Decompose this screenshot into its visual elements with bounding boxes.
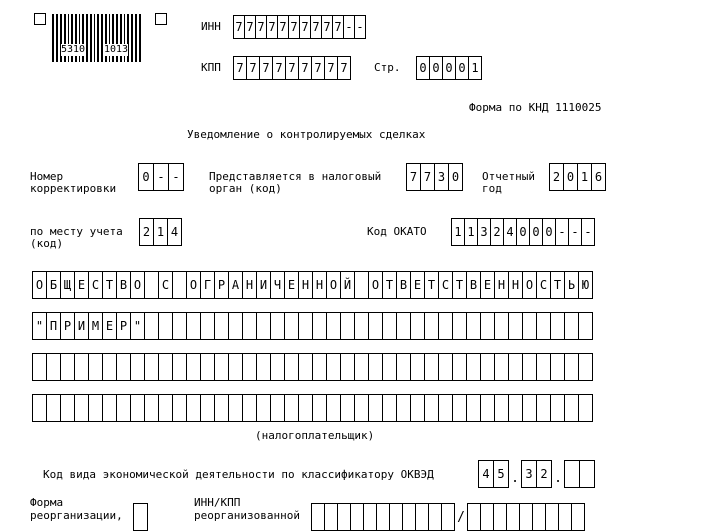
page-title: Уведомление о контролируемых сделках (187, 128, 426, 141)
form-cell[interactable] (424, 394, 439, 422)
form-cell[interactable] (340, 394, 355, 422)
form-cell[interactable] (298, 353, 313, 381)
reorg-cells (133, 503, 148, 531)
reorg-separator: / (457, 510, 465, 525)
form-cell[interactable] (32, 353, 47, 381)
form-cell[interactable]: 7 (244, 15, 256, 39)
form-cell[interactable] (382, 312, 397, 340)
okved-group-3 (564, 460, 595, 488)
okved-dot-1: . (511, 471, 519, 486)
form-cell[interactable]: 7 (277, 15, 289, 39)
form-cell[interactable]: 4 (478, 460, 494, 488)
reorg-inn-label-2: реорганизованной (194, 509, 300, 522)
form-cell[interactable]: 1 (153, 218, 168, 246)
form-cell[interactable]: - (354, 15, 366, 39)
form-cell[interactable]: 7 (420, 163, 435, 191)
form-cell[interactable] (130, 353, 145, 381)
form-cell[interactable]: Н (242, 271, 257, 299)
form-cell[interactable] (312, 312, 327, 340)
corner-marker-top-right (155, 13, 167, 25)
form-cell[interactable] (228, 353, 243, 381)
form-cell[interactable] (88, 394, 103, 422)
form-cell[interactable]: " (32, 312, 47, 340)
form-cell[interactable]: С (536, 271, 551, 299)
tax-authority-label-1: Представляется в налоговый (209, 170, 382, 183)
form-cell[interactable]: 0 (442, 56, 456, 80)
form-cell[interactable]: - (168, 163, 184, 191)
report-year-label-1: Отчетный (482, 170, 535, 183)
form-cell[interactable]: Е (74, 271, 89, 299)
form-cell[interactable] (337, 503, 351, 531)
form-cell[interactable] (116, 394, 131, 422)
form-cell[interactable]: 7 (337, 56, 351, 80)
form-cell[interactable]: О (326, 271, 341, 299)
form-cell[interactable]: Ч (270, 271, 285, 299)
form-code: Форма по КНД 1110025 (469, 101, 602, 114)
form-cell[interactable] (536, 353, 551, 381)
form-cell[interactable]: О (522, 271, 537, 299)
form-cell[interactable]: О (32, 271, 47, 299)
form-cell[interactable] (200, 394, 215, 422)
form-cell[interactable]: Т (452, 271, 467, 299)
okved-dot-2: . (554, 471, 562, 486)
reorg-inn-kpp (311, 503, 585, 531)
form-cell[interactable]: С (88, 271, 103, 299)
form-cell[interactable] (508, 353, 523, 381)
form-cell[interactable] (256, 312, 271, 340)
form-cell[interactable] (46, 353, 61, 381)
form-cell[interactable] (158, 394, 173, 422)
form-cell[interactable]: Р (60, 312, 75, 340)
form-cell[interactable] (46, 394, 61, 422)
form-cell[interactable] (256, 353, 271, 381)
form-cell[interactable] (214, 312, 229, 340)
form-cell[interactable] (519, 503, 533, 531)
form-cell[interactable]: В (396, 271, 411, 299)
form-cell[interactable] (298, 394, 313, 422)
form-cell[interactable] (326, 353, 341, 381)
form-cell[interactable]: - (343, 15, 355, 39)
form-cell[interactable]: 7 (272, 56, 286, 80)
form-cell[interactable] (186, 312, 201, 340)
form-cell[interactable] (144, 394, 159, 422)
form-cell[interactable] (350, 503, 364, 531)
form-cell[interactable]: 2 (139, 218, 154, 246)
form-cell[interactable] (579, 460, 595, 488)
form-cell[interactable] (536, 394, 551, 422)
form-cell[interactable] (354, 312, 369, 340)
form-cell[interactable] (340, 353, 355, 381)
correction-cells (138, 163, 184, 191)
form-cell[interactable]: 2 (490, 218, 504, 246)
form-cell[interactable]: 7 (233, 56, 247, 80)
form-cell[interactable]: 7 (233, 15, 245, 39)
form-cell[interactable] (550, 312, 565, 340)
form-cell[interactable] (564, 353, 579, 381)
taxpayer-caption: (налогоплательщик) (255, 429, 375, 442)
form-cell[interactable]: 5 (493, 460, 509, 488)
form-cell[interactable]: 7 (299, 15, 311, 39)
kpp-cells (233, 56, 351, 80)
okato-cells (451, 218, 595, 246)
form-cell[interactable] (564, 394, 579, 422)
form-cell[interactable]: Е (284, 271, 299, 299)
form-cell[interactable] (102, 353, 117, 381)
form-cell[interactable] (480, 503, 494, 531)
form-cell[interactable] (311, 503, 325, 531)
form-cell[interactable]: О (368, 271, 383, 299)
form-cell[interactable]: 0 (138, 163, 154, 191)
form-cell[interactable] (424, 353, 439, 381)
taxpayer-row-3 (32, 353, 593, 381)
form-cell[interactable] (564, 460, 580, 488)
form-cell[interactable]: 0 (563, 163, 578, 191)
form-cell[interactable] (438, 394, 453, 422)
form-cell[interactable]: В (116, 271, 131, 299)
form-cell[interactable] (158, 353, 173, 381)
form-cell[interactable] (368, 353, 383, 381)
form-cell[interactable] (452, 353, 467, 381)
form-cell[interactable]: Т (550, 271, 565, 299)
form-cell[interactable] (466, 312, 481, 340)
form-cell[interactable] (133, 503, 148, 531)
form-cell[interactable] (228, 394, 243, 422)
form-cell[interactable] (467, 503, 481, 531)
form-cell[interactable]: О (186, 271, 201, 299)
form-cell[interactable]: В (466, 271, 481, 299)
form-cell[interactable] (242, 394, 257, 422)
form-cell[interactable] (441, 503, 455, 531)
place-label-1: по месту учета (30, 225, 123, 238)
form-cell[interactable]: 7 (321, 15, 333, 39)
form-cell[interactable]: Р (116, 312, 131, 340)
taxpayer-row-2 (32, 312, 593, 340)
corner-marker-top-left (34, 13, 46, 25)
form-cell[interactable]: Н (508, 271, 523, 299)
form-cell[interactable] (312, 394, 327, 422)
form-cell[interactable]: 3 (521, 460, 537, 488)
form-cell[interactable] (74, 353, 89, 381)
form-cell[interactable] (228, 312, 243, 340)
form-cell[interactable] (376, 503, 390, 531)
form-cell[interactable] (172, 271, 187, 299)
form-cell[interactable]: 0 (429, 56, 443, 80)
form-cell[interactable]: 7 (324, 56, 338, 80)
form-cell[interactable]: - (555, 218, 569, 246)
form-cell[interactable] (74, 394, 89, 422)
form-cell[interactable] (172, 312, 187, 340)
form-cell[interactable] (144, 312, 159, 340)
form-cell[interactable] (506, 503, 520, 531)
correction-label-1: Номер (30, 170, 64, 183)
form-cell[interactable]: 4 (503, 218, 517, 246)
form-cell[interactable] (130, 394, 145, 422)
form-cell[interactable] (480, 353, 495, 381)
form-cell[interactable] (186, 394, 201, 422)
form-cell[interactable]: А (228, 271, 243, 299)
barcode-right-code: 1013 (104, 44, 129, 55)
form-cell[interactable] (494, 394, 509, 422)
tax-authority-label-2: орган (код) (209, 182, 282, 195)
correction-label-2: корректировки (30, 182, 117, 195)
form-cell[interactable]: Н (298, 271, 313, 299)
form-cell[interactable]: 0 (455, 56, 469, 80)
form-cell[interactable] (298, 312, 313, 340)
form-cell[interactable] (558, 503, 572, 531)
form-cell[interactable] (452, 312, 467, 340)
barcode (52, 14, 148, 62)
form-cell[interactable]: - (153, 163, 169, 191)
form-cell[interactable] (214, 394, 229, 422)
form-cell[interactable]: Н (312, 271, 327, 299)
form-cell[interactable]: 7 (255, 15, 267, 39)
form-cell[interactable]: М (88, 312, 103, 340)
form-cell[interactable] (284, 353, 299, 381)
form-cell[interactable] (270, 312, 285, 340)
form-cell[interactable] (256, 394, 271, 422)
form-cell[interactable] (424, 312, 439, 340)
form-cell[interactable] (363, 503, 377, 531)
reorg-inn-label-1: ИНН/КПП (194, 496, 241, 509)
form-cell[interactable] (438, 353, 453, 381)
form-cell[interactable] (368, 394, 383, 422)
form-cell[interactable]: 7 (406, 163, 421, 191)
form-cell[interactable] (508, 312, 523, 340)
form-cell[interactable] (116, 353, 131, 381)
form-cell[interactable] (172, 394, 187, 422)
form-cell[interactable] (354, 271, 369, 299)
form-cell[interactable] (324, 503, 338, 531)
inn-label: ИНН (201, 20, 221, 33)
form-cell[interactable]: Е (102, 312, 117, 340)
okved-group-1 (478, 460, 509, 488)
form-cell[interactable]: 7 (266, 15, 278, 39)
form-cell[interactable] (284, 394, 299, 422)
page-label: Стр. (374, 61, 401, 74)
form-cell[interactable]: И (256, 271, 271, 299)
reorg-label-2: реорганизации, (30, 509, 123, 522)
form-cell[interactable]: 0 (448, 163, 463, 191)
inn-cells (233, 15, 366, 39)
form-cell[interactable] (144, 271, 159, 299)
form-cell[interactable] (438, 312, 453, 340)
form-cell[interactable] (578, 353, 593, 381)
form-cell[interactable] (522, 353, 537, 381)
form-cell[interactable] (536, 312, 551, 340)
form-cell[interactable] (550, 394, 565, 422)
form-cell[interactable]: 7 (246, 56, 260, 80)
form-cell[interactable] (396, 353, 411, 381)
form-cell[interactable] (284, 312, 299, 340)
form-cell[interactable] (60, 353, 75, 381)
form-cell[interactable]: 1 (451, 218, 465, 246)
form-cell[interactable] (200, 312, 215, 340)
form-cell[interactable]: 1 (577, 163, 592, 191)
form-cell[interactable] (326, 312, 341, 340)
form-cell[interactable] (396, 394, 411, 422)
form-cell[interactable]: " (130, 312, 145, 340)
form-cell[interactable] (88, 353, 103, 381)
place-label-2: (код) (30, 237, 64, 250)
form-cell[interactable]: 3 (477, 218, 491, 246)
form-cell[interactable]: 7 (310, 15, 322, 39)
form-cell[interactable] (368, 312, 383, 340)
report-year-label-2: год (482, 182, 502, 195)
form-cell[interactable]: С (158, 271, 173, 299)
form-cell[interactable]: - (568, 218, 582, 246)
form-cell[interactable]: И (74, 312, 89, 340)
form-cell[interactable] (578, 312, 593, 340)
form-cell[interactable] (564, 312, 579, 340)
form-cell[interactable]: 0 (542, 218, 556, 246)
form-cell[interactable] (200, 353, 215, 381)
form-cell[interactable] (270, 394, 285, 422)
form-cell[interactable] (340, 312, 355, 340)
form-cell[interactable] (480, 312, 495, 340)
form-cell[interactable] (242, 353, 257, 381)
form-cell[interactable] (382, 353, 397, 381)
form-cell[interactable]: С (438, 271, 453, 299)
form-cell[interactable]: П (46, 312, 61, 340)
form-cell[interactable] (410, 353, 425, 381)
form-cell[interactable] (494, 312, 509, 340)
reorg-inn-cells (311, 503, 455, 531)
form-cell[interactable]: Т (102, 271, 117, 299)
form-cell[interactable] (158, 312, 173, 340)
form-cell[interactable]: 7 (332, 15, 344, 39)
form-cell[interactable] (415, 503, 429, 531)
form-cell[interactable] (354, 394, 369, 422)
form-cell[interactable]: Е (410, 271, 425, 299)
form-cell[interactable]: Ь (564, 271, 579, 299)
form-cell[interactable]: Б (46, 271, 61, 299)
form-cell[interactable]: 7 (298, 56, 312, 80)
form-cell[interactable]: 7 (288, 15, 300, 39)
form-cell[interactable]: Н (494, 271, 509, 299)
form-cell[interactable] (389, 503, 403, 531)
form-cell[interactable]: 2 (536, 460, 552, 488)
form-cell[interactable]: 7 (311, 56, 325, 80)
form-cell[interactable] (354, 353, 369, 381)
form-cell[interactable]: Е (480, 271, 495, 299)
tax-authority-cells (406, 163, 463, 191)
form-cell[interactable] (494, 353, 509, 381)
form-cell[interactable]: Т (382, 271, 397, 299)
form-cell[interactable] (550, 353, 565, 381)
form-cell[interactable] (545, 503, 559, 531)
okved-label: Код вида экономической деятельности по классификатору ОКВЭД (43, 468, 434, 481)
form-cell[interactable] (480, 394, 495, 422)
form-cell[interactable]: Ю (578, 271, 593, 299)
taxpayer-row-4 (32, 394, 593, 422)
form-cell[interactable]: 0 (416, 56, 430, 80)
reorg-label-1: Форма (30, 496, 64, 509)
form-cell[interactable]: 1 (468, 56, 482, 80)
form-cell[interactable]: Т (424, 271, 439, 299)
okved-group-2 (521, 460, 552, 488)
okved-code (478, 460, 595, 488)
form-cell[interactable] (32, 394, 47, 422)
form-cell[interactable]: 0 (529, 218, 543, 246)
form-cell[interactable] (466, 394, 481, 422)
form-cell[interactable] (312, 353, 327, 381)
kpp-label: КПП (201, 61, 221, 74)
form-cell[interactable]: 1 (464, 218, 478, 246)
form-cell[interactable] (410, 394, 425, 422)
form-cell[interactable] (508, 394, 523, 422)
form-cell[interactable] (102, 394, 117, 422)
form-cell[interactable]: 2 (549, 163, 564, 191)
form-cell[interactable] (522, 312, 537, 340)
barcode-left-code: 5310 (61, 44, 86, 55)
page-cells (416, 56, 482, 80)
taxpayer-row-1 (32, 271, 593, 299)
form-cell[interactable]: 6 (591, 163, 606, 191)
form-cell[interactable] (493, 503, 507, 531)
form-cell[interactable]: 3 (434, 163, 449, 191)
form-cell[interactable] (186, 353, 201, 381)
form-cell[interactable]: Щ (60, 271, 75, 299)
form-cell[interactable]: Р (214, 271, 229, 299)
form-cell[interactable] (382, 394, 397, 422)
form-cell[interactable] (242, 312, 257, 340)
form-cell[interactable]: Й (340, 271, 355, 299)
form-cell[interactable] (428, 503, 442, 531)
form-cell[interactable] (571, 503, 585, 531)
form-cell[interactable] (396, 312, 411, 340)
form-cell[interactable] (578, 394, 593, 422)
form-cell[interactable] (172, 353, 187, 381)
form-cell[interactable] (522, 394, 537, 422)
form-cell[interactable] (214, 353, 229, 381)
form-cell[interactable]: О (130, 271, 145, 299)
form-cell[interactable]: 0 (516, 218, 530, 246)
place-cells (139, 218, 182, 246)
form-cell[interactable]: Г (200, 271, 215, 299)
reorg-kpp-cells (467, 503, 585, 531)
form-cell[interactable] (270, 353, 285, 381)
form-cell[interactable]: - (581, 218, 595, 246)
form-cell[interactable] (452, 394, 467, 422)
form-cell[interactable] (144, 353, 159, 381)
form-cell[interactable]: 4 (167, 218, 182, 246)
okato-label: Код ОКАТО (367, 225, 427, 238)
form-cell[interactable] (410, 312, 425, 340)
form-cell[interactable] (326, 394, 341, 422)
form-cell[interactable] (60, 394, 75, 422)
form-cell[interactable] (402, 503, 416, 531)
report-year-cells (549, 163, 606, 191)
form-cell[interactable]: 7 (259, 56, 273, 80)
form-cell[interactable] (466, 353, 481, 381)
form-cell[interactable]: 7 (285, 56, 299, 80)
form-cell[interactable] (532, 503, 546, 531)
